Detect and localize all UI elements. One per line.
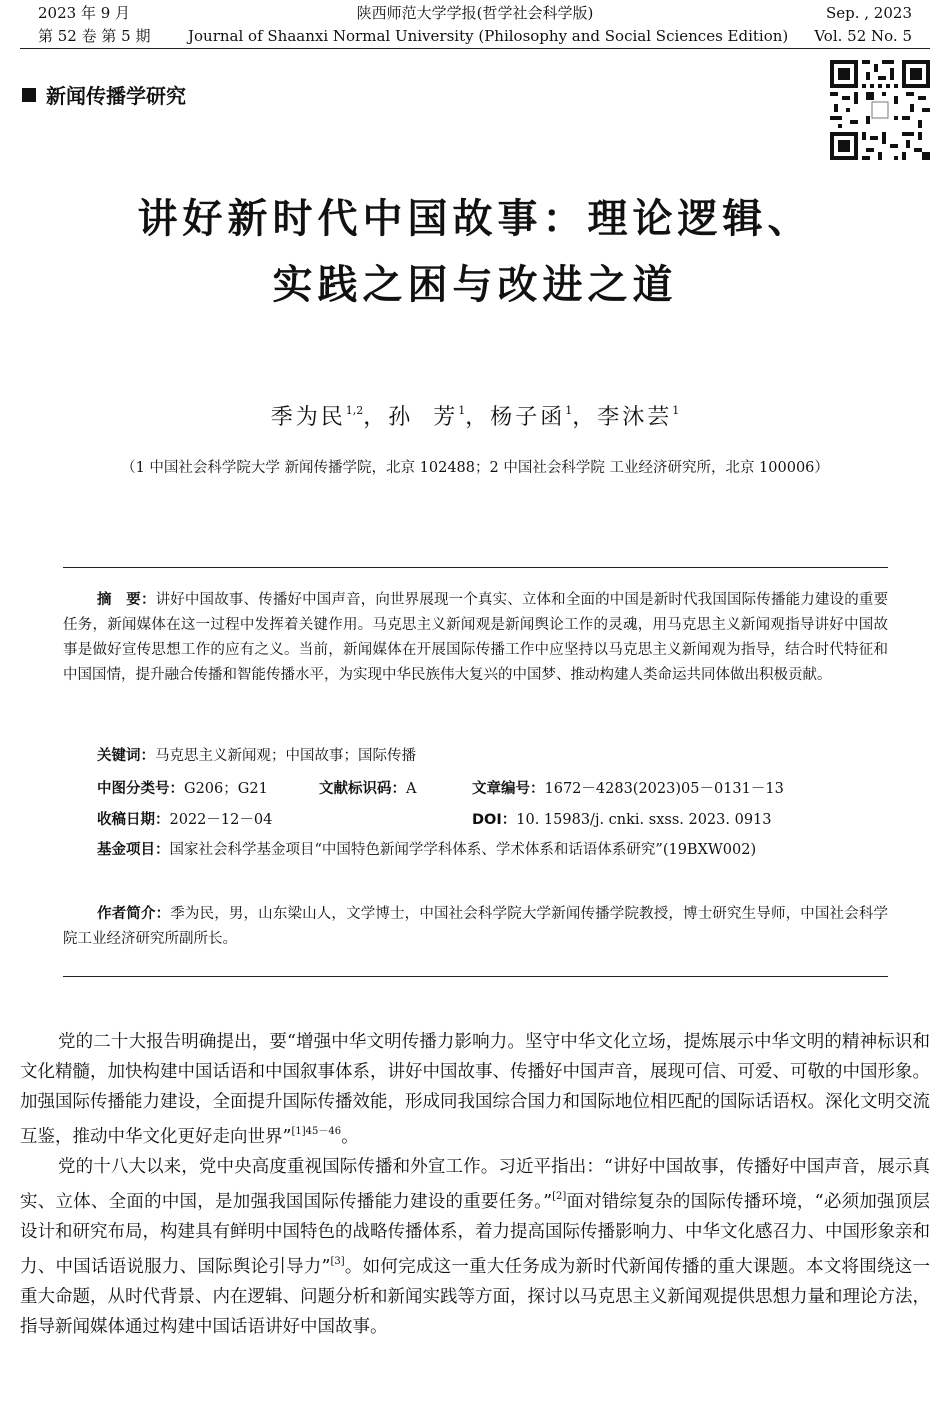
title-line-2: 实践之困与改进之道 [272, 262, 678, 308]
square-bullet-icon [22, 88, 36, 102]
author-name: 季为民 [270, 405, 346, 430]
header-date: 2023 年 9 月 [38, 4, 131, 22]
citation: [1]45－46 [291, 1126, 342, 1137]
fund-text: 国家社会科学基金项目“中国特色新闻学学科体系、学术体系和话语体系研究”(19BXW002) [169, 842, 757, 858]
body-text: 面对错综复杂的国际传播环境，“必须加强顶层设计和研究布局，构建具有鲜明中国特色的战略传播体系，着力提高国际传播影响力、中华文化感召力、中国形象亲和力、中国话语说服力、国际舆论引导力” [20, 1192, 930, 1277]
author-separator: ， [465, 405, 491, 430]
received-label: 收稿日期： [97, 812, 170, 828]
doc-code-text: A [406, 781, 417, 797]
header-journal [188, 2, 789, 48]
header-volume: 第 52 卷 第 5 期 [38, 27, 151, 45]
body-text: 党的二十大报告明确提出，要“增强中华文明传播力影响力。坚守中华文化立场，提炼展示中华文明的精神标识和文化精髓，加快构建中国话语和中国叙事体系，讲好中国故事、传播好中国声音，展现可信、可爱、可敬的中国形象。加强国际传播能力建设，全面提升国际传播效能，形成同我国综合国力和国际地位相匹配的国际话语权。深化文明交流互鉴，推动中华文化更好走向世界” [20, 1032, 930, 1147]
abstract-text: 讲好中国故事、传播好中国声音，向世界展现一个真实、立体和全面的中国是新时代我国国际传播能力建设的重要任务，新闻媒体在这一过程中发挥着关键作用。马克思主义新闻观是新闻舆论工作的灵魂，用马克思主义新闻观指导讲好中国故事是做好宣传思想工作的应有之义。当前，新闻媒体在开展国际传播工作中应坚持以马克思主义新闻观为指导，结合时代特征和中国国情，提升融合传播和智能传播水平，为实现中华民族伟大复兴的中国梦、推动构建人类命运共同体做出积极贡献。 [63, 592, 889, 683]
author-bio-text: 季为民，男，山东梁山人，文学博士，中国社会科学院大学新闻传播学院教授，博士研究生导师，中国社会科学院工业经济研究所副所长。 [63, 906, 889, 947]
body-text: 。如何完成这一重大任务成为新时代新闻传播的重大课题。本文将围绕这一重大命题，从时代背景、内在逻辑、问题分析和新闻实践等方面，探讨以马克思主义新闻观提供思想力量和理论方法，指导新闻媒体通过构建中国话语讲好中国故事。 [20, 1257, 930, 1337]
author-separator: ， [572, 405, 598, 430]
header-divider [20, 48, 930, 49]
abstract-top-rule [63, 567, 888, 568]
author-affiliation-mark: 1 [672, 404, 680, 417]
abstract [63, 588, 888, 688]
author-separator: ， [363, 405, 389, 430]
affiliation: （1 中国社会科学院大学 新闻传播学院，北京 102488；2 中国社会科学院 工业经济研究所，北京 100006） [121, 460, 829, 476]
abstract-label: 摘 要： [97, 592, 156, 608]
date-doi-row [97, 808, 888, 833]
column-label [22, 80, 248, 109]
author-name: 孙 芳 [388, 405, 459, 430]
doc-code-label: 文献标识码： [319, 781, 406, 797]
author-affiliation-mark: 1 [458, 404, 466, 417]
header-issue-date [38, 2, 150, 48]
abstract-bottom-rule [63, 976, 888, 977]
author-affiliation-mark: 1 [565, 404, 573, 417]
author-bio-label: 作者简介： [97, 906, 171, 922]
body-paragraph [20, 1152, 930, 1342]
header-issue-en [814, 2, 912, 48]
fund [63, 838, 888, 863]
doi-label: DOI： [472, 812, 517, 828]
keywords-label: 关键词： [97, 748, 155, 764]
keywords-row [97, 744, 888, 769]
author-bio [63, 902, 888, 952]
title-line-1: 讲好新时代中国故事：理论逻辑、 [137, 196, 813, 242]
body-paragraph [20, 1027, 930, 1152]
header-journal-en: Journal of Shaanxi Normal University (Philosophy and Social Sciences Edition) [188, 27, 789, 45]
article-body [20, 1027, 930, 1342]
body-text: 党的十八大以来，党中央高度重视国际传播和外宣工作。习近平指出：“讲好中国故事，传播好中国声音，展示真实、立体、全面的中国，是加强我国国际传播能力建设的重要任务。” [20, 1157, 930, 1212]
author-name: 李沐芸 [597, 405, 673, 430]
article-no-text: 1672－4283(2023)05－0131－13 [544, 781, 784, 797]
qr-code-icon [830, 60, 930, 160]
clc-text: G206；G21 [184, 781, 268, 797]
header-date-en: Sep. , 2023 [825, 4, 912, 22]
body-text: 。 [341, 1127, 359, 1147]
citation: [3] [330, 1256, 345, 1267]
article-title [40, 186, 910, 318]
author-name: 杨子函 [490, 405, 566, 430]
citation: [2] [552, 1191, 567, 1202]
doi-text: 10. 15983/j. cnki. sxss. 2023. 0913 [516, 812, 772, 828]
classification-row [97, 777, 888, 802]
keywords-text: 马克思主义新闻观；中国故事；国际传播 [155, 748, 416, 764]
received-text: 2022－12－04 [169, 812, 273, 828]
fund-label: 基金项目： [97, 842, 170, 858]
author-list [40, 400, 910, 431]
article-no-label: 文章编号： [472, 781, 545, 797]
column-label-text: 新闻传播学研究 [46, 84, 186, 108]
author-affiliation-mark: 1,2 [345, 404, 364, 417]
header-journal-cn: 陕西师范大学学报(哲学社会科学版) [356, 4, 594, 22]
header-volume-en: Vol. 52 No. 5 [814, 27, 912, 45]
clc-label: 中图分类号： [97, 781, 184, 797]
